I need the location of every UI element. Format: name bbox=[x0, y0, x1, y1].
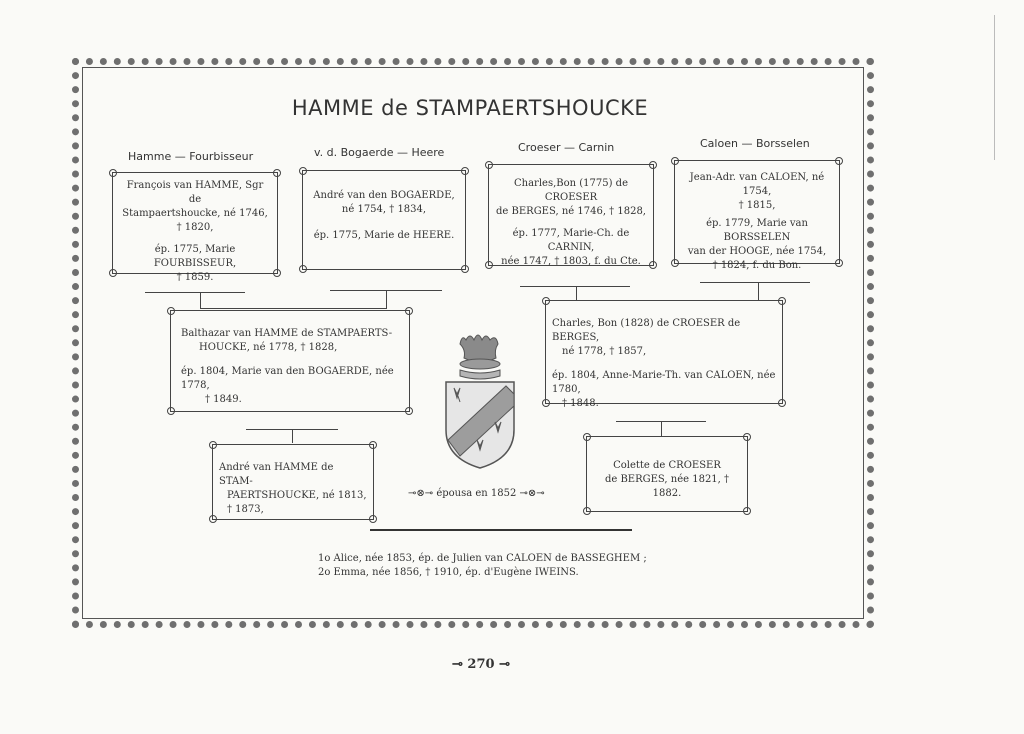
person-box-charles-de-croeser-jr bbox=[545, 300, 783, 409]
person-line: ép. 1777, Marie-Ch. de CARNIN, bbox=[512, 228, 630, 253]
person-line: née 1747, † 1803, f. du Cte. bbox=[501, 256, 641, 267]
descent-line bbox=[576, 286, 577, 300]
descent-line bbox=[758, 282, 759, 300]
scan-edge-line bbox=[994, 15, 995, 160]
person-line: Balthazar van HAMME de STAMPAERTS- bbox=[181, 328, 393, 339]
person-line: † 1848. bbox=[562, 398, 599, 409]
person-line: François van HAMME, Sgr de bbox=[126, 180, 264, 205]
person-line: Charles,Bon (1775) de CROESER bbox=[514, 178, 628, 203]
person-box-balthazar-van-hamme bbox=[170, 310, 410, 412]
person-box-colette-de-croeser bbox=[586, 436, 748, 512]
column-head-hamme: Hamme — Fourbisseur bbox=[128, 150, 254, 163]
marriage-link-right bbox=[520, 286, 630, 287]
person-line: † 1815, bbox=[738, 200, 776, 211]
descent-line bbox=[386, 290, 387, 308]
person-box-francois-van-hamme bbox=[112, 172, 278, 283]
person-box-andre-van-hamme bbox=[212, 444, 374, 520]
child-entry: 1o Alice, née 1853, ép. de Julien van CALOEN de BASSEGHEM ; bbox=[318, 553, 647, 564]
person-line: né 1754, † 1834, bbox=[341, 204, 427, 215]
person-line: ép. 1775, Marie FOURBISSEUR, bbox=[153, 244, 237, 269]
person-line: PAERTSHOUCKE, né 1813, bbox=[227, 490, 367, 501]
person-box-andre-van-den-bogaerde bbox=[302, 170, 466, 270]
person-line: † 1849. bbox=[205, 394, 242, 405]
descent-line bbox=[200, 292, 201, 308]
person-line: de BERGES, né 1746, † 1828, bbox=[496, 206, 646, 217]
person-line: † 1824, f. du Bon. bbox=[712, 260, 802, 271]
person-line: van der HOOGE, née 1754, bbox=[687, 246, 827, 257]
person-line: Stampaertshoucke, né 1746, bbox=[122, 208, 268, 219]
person-line: ép. 1779, Marie van BORSSELEN bbox=[706, 218, 808, 243]
person-line: ép. 1804, Marie van den BOGAERDE, née 1778, bbox=[181, 366, 394, 391]
marriage-link-left bbox=[145, 292, 245, 293]
person-line: ép. 1804, Anne-Marie-Th. van CALOEN, née 1780, bbox=[552, 370, 776, 395]
separator-rule bbox=[370, 529, 632, 531]
person-line: † 1820, bbox=[176, 222, 214, 233]
person-line: de BERGES, née 1821, † 1882. bbox=[604, 474, 730, 499]
person-box-jean-adr-van-caloen bbox=[674, 160, 840, 271]
page-number: ⊸ 270 ⊸ bbox=[452, 657, 510, 672]
column-head-bogaerde: v. d. Bogaerde — Heere bbox=[314, 146, 445, 159]
person-line: † 1873, bbox=[227, 504, 264, 515]
person-box-charles-de-croeser bbox=[488, 164, 654, 266]
children-list bbox=[318, 552, 647, 580]
column-head-croeser: Croeser — Carnin bbox=[518, 141, 615, 154]
child-entry: 2o Emma, née 1856, † 1910, ép. d'Eugène IWEINS. bbox=[318, 567, 579, 578]
person-line: né 1778, † 1857, bbox=[562, 346, 647, 357]
person-line: Jean-Adr. van CALOEN, né 1754, bbox=[689, 172, 825, 197]
marriage-note: ⊸⊗⊸ épousa en 1852 ⊸⊗⊸ bbox=[408, 488, 545, 499]
person-line: André van den BOGAERDE, bbox=[313, 190, 455, 201]
descent-line bbox=[292, 429, 293, 443]
person-line: ép. 1775, Marie de HEERE. bbox=[313, 230, 455, 241]
person-line: André van HAMME de STAM- bbox=[219, 462, 334, 487]
page-title: HAMME de STAMPAERTSHOUCKE bbox=[291, 96, 649, 120]
person-line: Colette de CROESER bbox=[613, 460, 721, 471]
person-line: † 1859. bbox=[176, 272, 214, 283]
marriage-link-right-2 bbox=[700, 282, 810, 283]
person-line: Charles, Bon (1828) de CROESER de BERGES, bbox=[552, 318, 741, 343]
descent-line bbox=[661, 421, 662, 437]
column-head-caloen: Caloen — Borsselen bbox=[700, 137, 810, 150]
coat-of-arms-icon bbox=[440, 330, 520, 470]
person-line: HOUCKE, né 1778, † 1828, bbox=[199, 342, 338, 353]
descent-join-left bbox=[200, 308, 387, 309]
